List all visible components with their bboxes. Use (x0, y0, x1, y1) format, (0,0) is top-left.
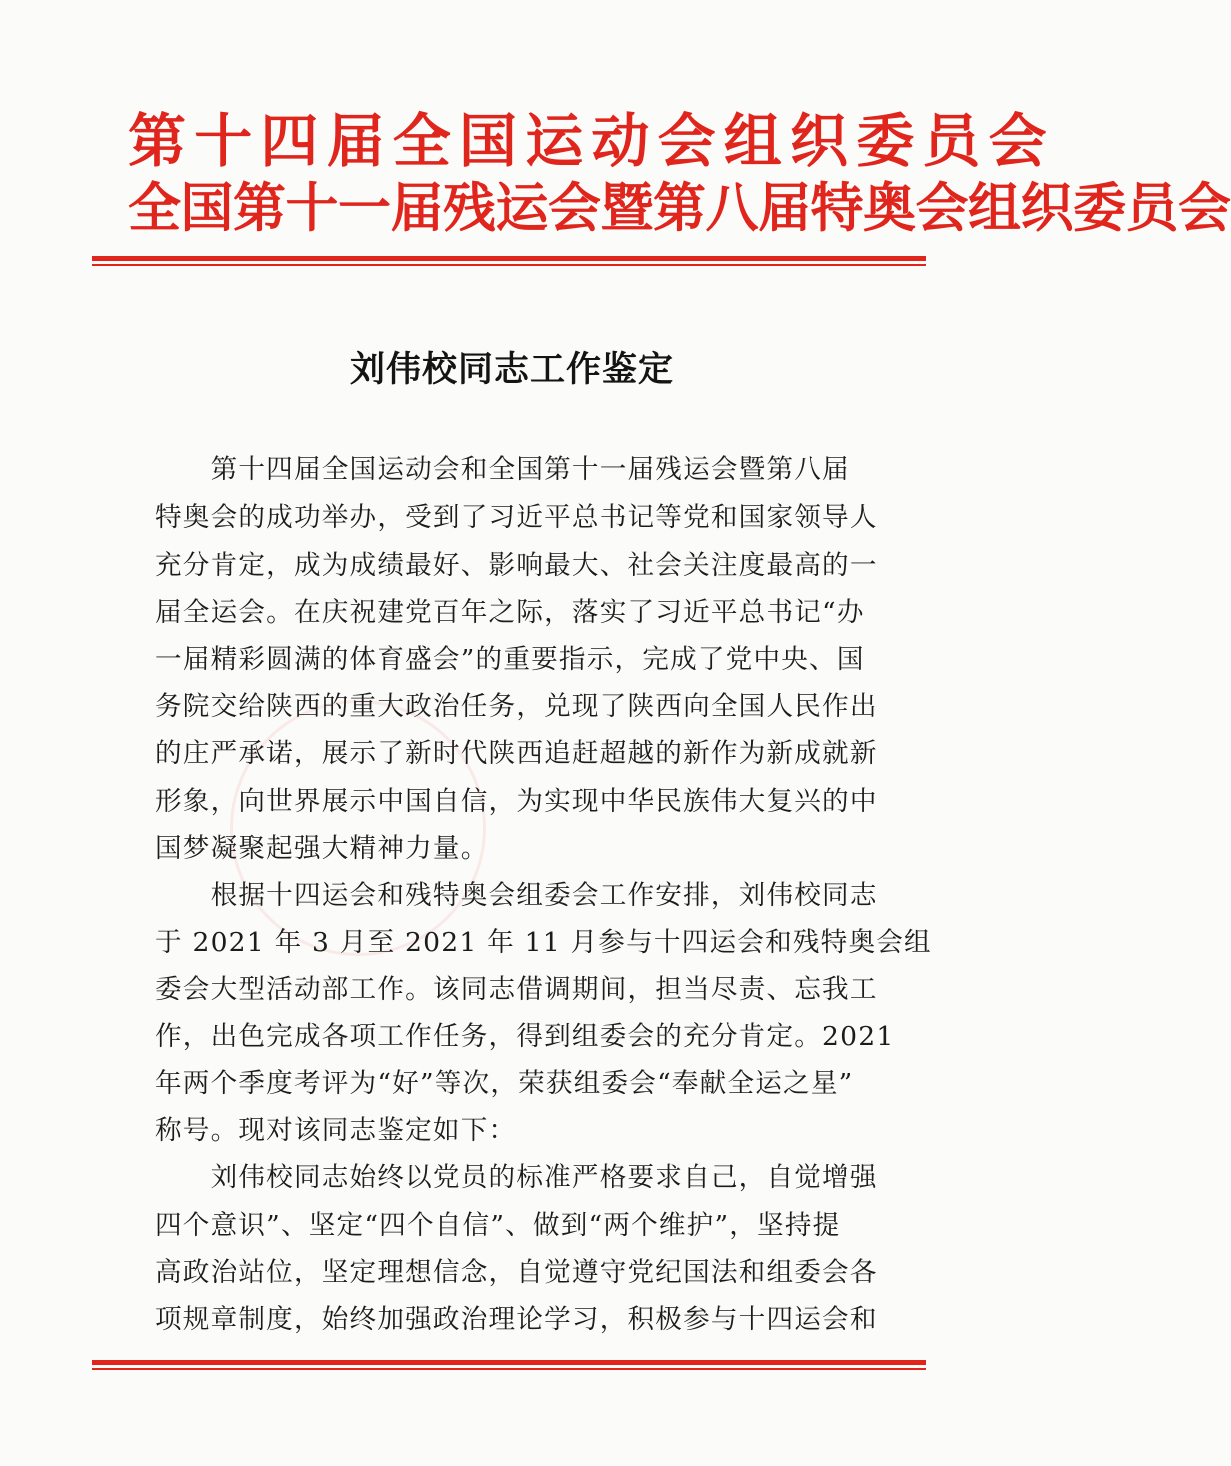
body-line: 刘伟校同志始终以党员的标准严格要求自己，自觉增强 (155, 1162, 878, 1193)
body-line: 高政治站位，坚定理想信念，自觉遵守党纪国法和组委会各 (155, 1257, 878, 1288)
body-line: 年两个季度考评为“好”等次，荣获组委会“奉献全运之星” (155, 1068, 854, 1099)
body-line: 届全运会。在庆祝建党百年之际，落实了习近平总书记“办 (155, 597, 865, 628)
body-line: 一届精彩圆满的体育盛会”的重要指示，完成了党中央、国 (155, 644, 865, 675)
body-line: 项规章制度，始终加强政治理论学习，积极参与十四运会和 (155, 1304, 878, 1335)
body-line: 于 2021 年 3 月至 2021 年 11 月参与十四运会和残特奥会组 (155, 927, 932, 958)
footer-rule-thick (92, 1360, 926, 1365)
body-line: 国梦凝聚起强大精神力量。 (155, 833, 489, 864)
body-line: 务院交给陕西的重大政治任务，兑现了陕西向全国人民作出 (155, 691, 878, 722)
body-line: 四个意识”、坚定“四个自信”、做到“两个维护”，坚持提 (155, 1210, 841, 1241)
body-line: 特奥会的成功举办，受到了习近平总书记等党和国家领导人 (155, 502, 878, 533)
header-rule-thin (92, 264, 926, 266)
header-rule-thick (92, 256, 926, 261)
body-line: 的庄严承诺，展示了新时代陕西追赶超越的新作为新成就新 (155, 738, 878, 769)
body-line: 第十四届全国运动会和全国第十一届残运会暨第八届 (155, 454, 850, 485)
footer-rule-thin (92, 1368, 926, 1370)
organizer-name-primary: 第十四届全国运动会组织委员会 (128, 107, 1055, 175)
body-line: 充分肯定，成为成绩最好、影响最大、社会关注度最高的一 (155, 550, 878, 581)
document-title: 刘伟校同志工作鉴定 (349, 349, 674, 390)
organizer-name-secondary: 全国第十一届残运会暨第八届特奥会组织委员会 (128, 178, 1231, 239)
body-line: 形象，向世界展示中国自信，为实现中华民族伟大复兴的中 (155, 786, 878, 817)
body-line: 根据十四运会和残特奥会组委会工作安排，刘伟校同志 (155, 880, 878, 911)
body-line: 作，出色完成各项工作任务，得到组委会的充分肯定。2021 (155, 1021, 895, 1052)
body-line: 委会大型活动部工作。该同志借调期间，担当尽责、忘我工 (155, 974, 878, 1005)
body-line: 称号。现对该同志鉴定如下： (155, 1115, 517, 1146)
